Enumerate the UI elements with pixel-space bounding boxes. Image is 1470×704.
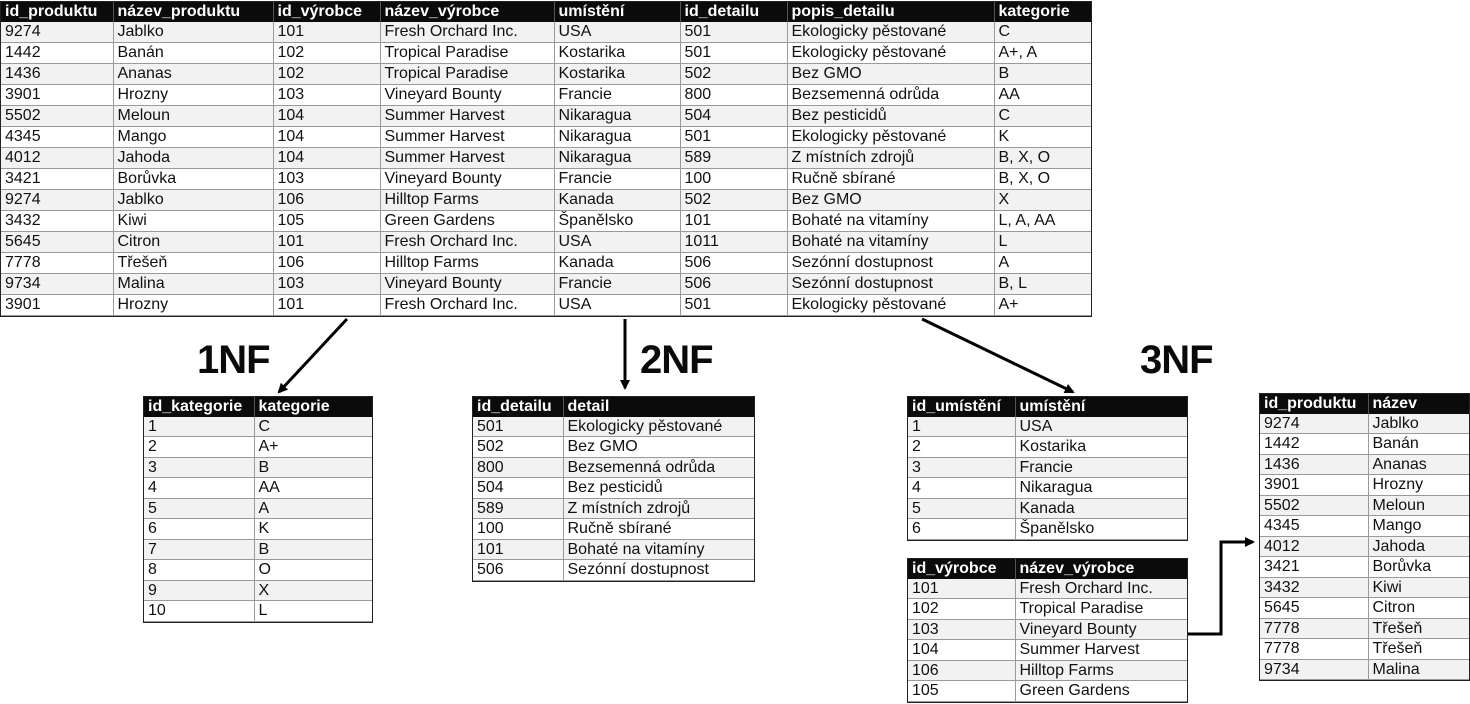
table-cell: Tropical Paradise [380,64,554,85]
table-row [144,498,372,519]
table-cell: Ekologicky pěstované [787,127,994,148]
table-cell: Banán [113,43,273,64]
table-cell: 106 [273,190,380,211]
table-cell: 104 [908,640,1015,661]
table-cell: 102 [273,64,380,85]
table-cell: 1442 [1,43,113,64]
table-cell: 3432 [1260,577,1368,598]
table-cell: Nikaragua [554,148,680,169]
table-cell: A+ [254,437,372,458]
table-cell: 3432 [1,211,113,232]
column-header: popis_detailu [787,2,994,22]
table-row [908,681,1187,702]
table-row [1260,639,1469,660]
table-cell: 501 [680,43,787,64]
table-cell: C [254,417,372,437]
column-header: id_umístění [908,397,1015,417]
table-cell: Meloun [1368,495,1469,516]
table-cell: B, X, O [994,169,1091,190]
table-cell: 103 [273,85,380,106]
table-row [1260,659,1469,680]
table-cell: 1442 [1260,434,1368,455]
table-cell: Francie [554,169,680,190]
table-cell: 105 [908,681,1015,702]
table-cell: Kanada [1015,498,1187,519]
column-header: id_detailu [680,2,787,22]
table-row [144,580,372,601]
detail-table [472,396,755,582]
column-header: název_výrobce [380,2,554,22]
table-cell: Mango [1368,516,1469,537]
table-cell: B [994,64,1091,85]
table-cell: B, L [994,274,1091,295]
table-cell: 105 [273,211,380,232]
table-cell: Kostarika [1015,437,1187,458]
table-cell: 101 [908,579,1015,599]
table-cell: 3 [144,457,254,478]
table-cell: Bohaté na vitamíny [787,211,994,232]
table-row [908,599,1187,620]
table-cell: A+, A [994,43,1091,64]
table-cell: Hrozny [113,85,273,106]
label-1nf: 1NF [197,338,270,382]
table-row [908,478,1187,499]
table-cell: A+ [994,295,1091,316]
label-2nf: 2NF [640,338,713,382]
table-cell: 5502 [1,106,113,127]
table-cell: Hrozny [113,295,273,316]
table-cell: AA [254,478,372,499]
table-cell: 6 [144,519,254,540]
table-header-row [473,397,754,417]
table-cell: Třešeň [1368,618,1469,639]
table-cell: 8 [144,560,254,581]
table-cell: 501 [680,295,787,316]
table-cell: 589 [473,498,563,519]
table-cell: 3421 [1,169,113,190]
table-cell: Ekologicky pěstované [787,295,994,316]
table-cell: 100 [680,169,787,190]
table-cell: 502 [680,64,787,85]
table-cell: Hilltop Farms [380,253,554,274]
table-cell: 9734 [1,274,113,295]
table-cell: L [994,232,1091,253]
table-row [908,437,1187,458]
table-cell: Mango [113,127,273,148]
table-row [144,437,372,458]
table-cell: 501 [680,22,787,43]
table-cell: Summer Harvest [380,106,554,127]
table-cell: 4345 [1,127,113,148]
table-cell: Bezsemenná odrůda [563,457,754,478]
table-cell: Ananas [113,64,273,85]
table-row [1260,536,1469,557]
table-cell: Ananas [1368,454,1469,475]
column-header: id_kategorie [144,397,254,417]
table-cell: Jablko [1368,414,1469,434]
table-cell: 101 [680,211,787,232]
column-header: kategorie [994,2,1091,22]
table-cell: 504 [680,106,787,127]
table-cell: USA [554,295,680,316]
table-cell: Francie [554,274,680,295]
table-row [144,457,372,478]
table-cell: X [254,580,372,601]
table-cell: 506 [473,560,563,581]
table-cell: 102 [273,43,380,64]
table-cell: 5645 [1260,598,1368,619]
column-header: id_produktu [1,2,113,22]
table-cell: Bohaté na vitamíny [787,232,994,253]
arrow-to-3nf [922,319,1073,392]
table-cell: 4012 [1260,536,1368,557]
table-header-row [908,559,1187,579]
table-cell: O [254,560,372,581]
table-cell: 4345 [1260,516,1368,537]
table-row [908,640,1187,661]
column-header: název [1368,394,1469,414]
table-row [1260,495,1469,516]
table-cell: Summer Harvest [380,148,554,169]
table-row [144,478,372,499]
table-cell: Vineyard Bounty [380,169,554,190]
table-row [144,519,372,540]
table-cell: Banán [1368,434,1469,455]
column-header: id_detailu [473,397,563,417]
table-cell: 504 [473,478,563,499]
table-cell: 3901 [1,295,113,316]
table-row [473,560,754,581]
table-header-row [908,397,1187,417]
table-cell: 9274 [1,22,113,43]
column-header: id_výrobce [273,2,380,22]
table-cell: Jablko [113,190,273,211]
table-cell: A [994,253,1091,274]
table-cell: Sezónní dostupnost [787,253,994,274]
table-cell: B [254,539,372,560]
table-row [1260,516,1469,537]
table-cell: Kostarika [554,64,680,85]
table-cell: C [994,22,1091,43]
column-header: umístění [1015,397,1187,417]
table-cell: Bez GMO [563,437,754,458]
column-header: id_výrobce [908,559,1015,579]
table-cell: Kanada [554,190,680,211]
table-cell: 9734 [1260,659,1368,680]
table-cell: 800 [680,85,787,106]
table-cell: Francie [1015,457,1187,478]
table-cell: Fresh Orchard Inc. [1015,579,1187,599]
column-header: id_produktu [1260,394,1368,414]
table-cell: Španělsko [554,211,680,232]
table-cell: Vineyard Bounty [1015,619,1187,640]
column-header: umístění [554,2,680,22]
table-cell: 101 [273,232,380,253]
arrow-vyrobce-to-produkt [1187,542,1253,634]
table-cell: 101 [273,295,380,316]
table-row [144,560,372,581]
table-cell: A [254,498,372,519]
table-row [473,519,754,540]
table-row [1260,618,1469,639]
table-cell: Kanada [554,253,680,274]
table-cell: 1436 [1260,454,1368,475]
table-cell: 106 [273,253,380,274]
table-cell: Ekologicky pěstované [563,417,754,437]
table-cell: 3421 [1260,557,1368,578]
table-row [144,601,372,622]
table-cell: Z místních zdrojů [563,498,754,519]
vyrobce-table [907,558,1188,703]
table-cell: Z místních zdrojů [787,148,994,169]
kategorie-table [143,396,373,623]
column-header: detail [563,397,754,417]
table-cell: C [994,106,1091,127]
table-header-row [144,397,372,417]
umisteni-table [907,396,1188,541]
table-cell: 104 [273,106,380,127]
table-cell: Green Gardens [1015,681,1187,702]
table-cell: 104 [273,127,380,148]
table-cell: 1 [908,417,1015,437]
table-cell: 100 [473,519,563,540]
table-cell: B [254,457,372,478]
column-header: kategorie [254,397,372,417]
table-cell: Jahoda [1368,536,1469,557]
column-header: název_produktu [113,2,273,22]
table-cell: Hilltop Farms [380,190,554,211]
table-cell: Fresh Orchard Inc. [380,295,554,316]
table-cell: 5645 [1,232,113,253]
table-cell: 7 [144,539,254,560]
table-cell: 4 [908,478,1015,499]
produkt-table [1259,393,1470,681]
table-cell: Bez GMO [787,190,994,211]
table-cell: Třešeň [113,253,273,274]
table-cell: L, A, AA [994,211,1091,232]
table-cell: 4 [144,478,254,499]
table-cell: 3901 [1260,475,1368,496]
table-cell: K [254,519,372,540]
table-cell: 103 [273,169,380,190]
table-cell: 2 [908,437,1015,458]
table-cell: Sezónní dostupnost [787,274,994,295]
table-cell: Bez pesticidů [787,106,994,127]
table-cell: Vineyard Bounty [380,85,554,106]
table-cell: 501 [680,127,787,148]
table-cell: USA [554,232,680,253]
table-row [1260,475,1469,496]
table-cell: 589 [680,148,787,169]
table-row [1260,598,1469,619]
table-cell: Tropical Paradise [1015,599,1187,620]
table-row [908,660,1187,681]
table-cell: 1 [144,417,254,437]
column-header: název_výrobce [1015,559,1187,579]
table-row [908,579,1187,599]
table-cell: Malina [1368,659,1469,680]
table-cell: 502 [473,437,563,458]
table-cell: AA [994,85,1091,106]
table-header-row [1260,394,1469,414]
table-cell: Ekologicky pěstované [787,22,994,43]
table-cell: 3 [908,457,1015,478]
table-row [473,457,754,478]
table-cell: 1436 [1,64,113,85]
table-cell: 800 [473,457,563,478]
table-cell: Nikaragua [554,127,680,148]
table-cell: Summer Harvest [1015,640,1187,661]
table-row [1260,577,1469,598]
table-cell: Tropical Paradise [380,43,554,64]
table-cell: 5 [144,498,254,519]
table-cell: 106 [908,660,1015,681]
table-row [473,437,754,458]
table-cell: Třešeň [1368,639,1469,660]
table-cell: 506 [680,274,787,295]
table-cell: Ručně sbírané [787,169,994,190]
table-cell: Francie [554,85,680,106]
table-cell: Bezsemenná odrůda [787,85,994,106]
table-cell: Bohaté na vitamíny [563,539,754,560]
table-cell: 7778 [1,253,113,274]
table-cell: 506 [680,253,787,274]
arrow-to-1nf [279,319,347,392]
table-cell: USA [1015,417,1187,437]
table-cell: Ekologicky pěstované [787,43,994,64]
table-cell: Kostarika [554,43,680,64]
table-cell: 7778 [1260,618,1368,639]
table-cell: 5 [908,498,1015,519]
table-cell: 103 [908,619,1015,640]
table-cell: 4012 [1,148,113,169]
table-cell: X [994,190,1091,211]
table-row [1260,557,1469,578]
table-cell: Vineyard Bounty [380,274,554,295]
table-cell: L [254,601,372,622]
table-cell: 101 [273,22,380,43]
table-row [473,498,754,519]
table-cell: 502 [680,190,787,211]
table-cell: Malina [113,274,273,295]
table-cell: Španělsko [1015,519,1187,540]
table-cell: 1011 [680,232,787,253]
table-cell: 501 [473,417,563,437]
table-cell: Borůvka [113,169,273,190]
table-cell: 103 [273,274,380,295]
table-cell: Jahoda [113,148,273,169]
table-cell: Kiwi [1368,577,1469,598]
table-cell: Sezónní dostupnost [563,560,754,581]
table-cell: 104 [273,148,380,169]
table-cell: 5502 [1260,495,1368,516]
table-cell: 3901 [1,85,113,106]
table-cell: USA [554,22,680,43]
table-cell: Hilltop Farms [1015,660,1187,681]
table-row [908,498,1187,519]
table-row [1260,434,1469,455]
table-row [1260,414,1469,434]
table-cell: 7778 [1260,639,1368,660]
table-cell: Borůvka [1368,557,1469,578]
table-cell: Ručně sbírané [563,519,754,540]
table-row [908,519,1187,540]
table-cell: Bez pesticidů [563,478,754,499]
table-row [908,457,1187,478]
table-row [473,539,754,560]
table-row [144,539,372,560]
table-cell: Fresh Orchard Inc. [380,22,554,43]
table-row [908,619,1187,640]
table-cell: 9 [144,580,254,601]
table-cell: 9274 [1260,414,1368,434]
table-cell: Summer Harvest [380,127,554,148]
table-cell: Kiwi [113,211,273,232]
table-cell: 101 [473,539,563,560]
table-cell: Green Gardens [380,211,554,232]
table-cell: 2 [144,437,254,458]
table-cell: B, X, O [994,148,1091,169]
table-row [1260,454,1469,475]
table-cell: K [994,127,1091,148]
table-cell: Nikaragua [1015,478,1187,499]
table-row [144,417,372,437]
table-row [473,478,754,499]
table-cell: Fresh Orchard Inc. [380,232,554,253]
table-row [908,417,1187,437]
table-cell: Jablko [113,22,273,43]
table-cell: 102 [908,599,1015,620]
table-cell: 6 [908,519,1015,540]
table-cell: 9274 [1,190,113,211]
table-cell: Nikaragua [554,106,680,127]
table-row [473,417,754,437]
table-cell: Meloun [113,106,273,127]
table-cell: Citron [113,232,273,253]
table-cell: 10 [144,601,254,622]
table-cell: Bez GMO [787,64,994,85]
table-cell: Hrozny [1368,475,1469,496]
label-3nf: 3NF [1140,338,1213,382]
table-cell: Citron [1368,598,1469,619]
